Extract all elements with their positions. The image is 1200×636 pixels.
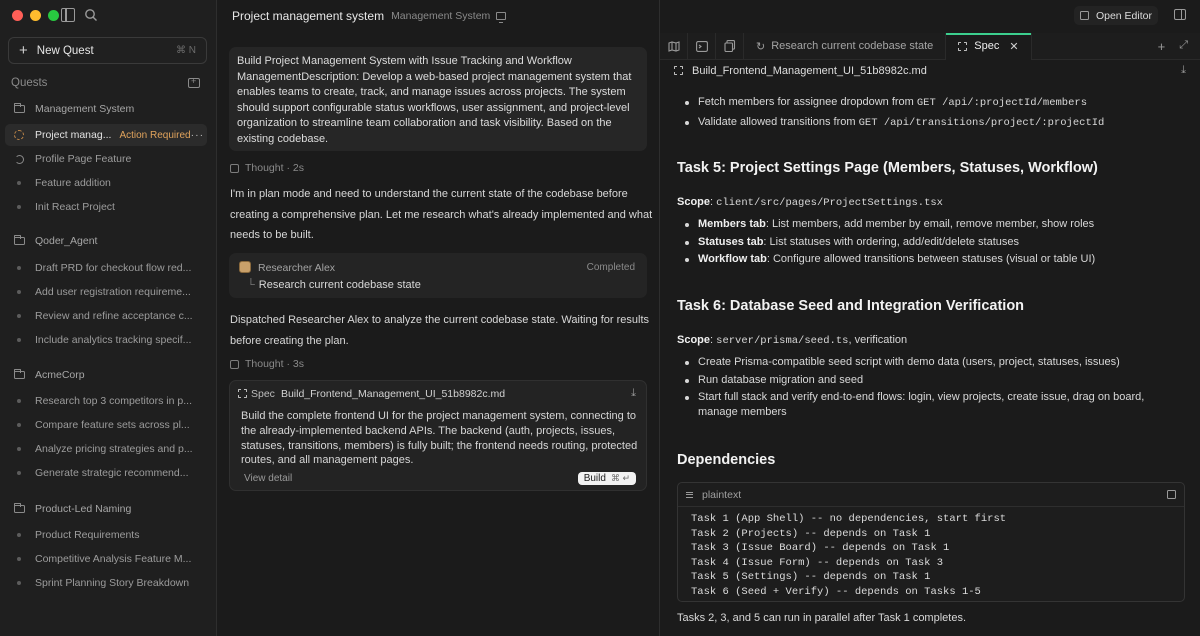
quests-heading: Quests (11, 77, 48, 89)
download-icon[interactable]: ⤓ (1181, 64, 1186, 76)
spec-document (677, 80, 1186, 636)
spec-tag: Spec (251, 387, 275, 400)
scope-rest: , verification (848, 334, 908, 346)
view-detail-link[interactable]: View detail (244, 473, 293, 484)
sidebar-item-icon (13, 557, 25, 561)
sidebar-item-icon (13, 290, 25, 294)
sidebar-item-icon (13, 266, 25, 270)
agent-task-label: Research current codebase state (258, 279, 421, 291)
task6-scope: Scope: server/prisma/seed.ts, verification (677, 334, 908, 347)
sidebar-item-icon (13, 581, 25, 585)
window-controls (12, 10, 59, 21)
sidebar-item-label: Compare feature sets across pl... (35, 419, 190, 431)
task5-scope: Scope: client/src/pages/ProjectSettings.tsx (677, 196, 943, 209)
sidebar-item-label: Product Requirements (35, 529, 140, 541)
spec-summary: Build the complete frontend UI for the project management system, connecting to the already-implemented backend APIs. The backend (auth, projects, issues, statuses, transitions, members) is fully built; the frontend needs routing, protected routes, and all management pages. (241, 410, 638, 467)
thought-indicator[interactable] (230, 162, 304, 174)
sidebar-item-icon (13, 105, 25, 113)
add-tab-icon[interactable]: + (1157, 38, 1166, 54)
assistant-message: I'm in plan mode and need to understand the current state of the codebase before creating a comprehensive plan. Let me research what's already implemented and what needs to be built. (230, 188, 653, 241)
sidebar-item-label: Review and refine acceptance c... (35, 310, 193, 322)
zoom-window-button[interactable] (48, 10, 59, 21)
list-item (677, 95, 1104, 111)
editor-icon (1080, 11, 1089, 20)
spec-icon (674, 66, 683, 75)
map-icon[interactable] (660, 33, 688, 60)
sidebar-item[interactable] (5, 257, 207, 279)
thought-icon (230, 164, 239, 173)
sidebar-item-label: Add user registration requireme... (35, 286, 191, 298)
sidebar-item[interactable] (5, 329, 207, 351)
folder-icon (14, 505, 25, 513)
thought-icon (230, 360, 239, 369)
folder-icon (14, 371, 25, 379)
new-quest-label: New Quest (36, 44, 94, 57)
sidebar-item-label: AcmeCorp (35, 369, 85, 381)
status-dot-icon (17, 266, 21, 270)
status-dot-icon (17, 399, 21, 403)
sidebar-item[interactable] (5, 196, 207, 218)
agent-task (247, 279, 421, 291)
bullet-bold: Members tab (698, 218, 766, 230)
code-line: Task 3 (Issue Board) -- depends on Task 1 (691, 542, 950, 554)
bullet-bold: Workflow tab (698, 253, 767, 265)
user-prompt: Build Project Management System with Issue Tracking and Workflow ManagementDescription: Develop a web-based project management system that enables teams to create, track, and manage issues across projects. The system should support configurable status workflows, user assignment, and project-level organization to streamline team collaboration and task visibility. Based on the existing codebase. (229, 47, 647, 151)
spec-icon (958, 42, 967, 51)
code-block-header (678, 483, 1184, 507)
list-item: Run database migration and seed (677, 373, 1167, 388)
thought-label: Thought · 2s (245, 162, 304, 174)
spec-pane (660, 0, 1200, 636)
sidebar-item[interactable] (5, 281, 207, 303)
plus-icon: + (19, 42, 28, 59)
tab-actions (1158, 39, 1200, 54)
sidebar-item-icon (13, 130, 25, 140)
expand-icon[interactable]: ⤢ (1179, 38, 1188, 51)
status-dot-icon (17, 181, 21, 185)
sidebar-item[interactable] (5, 462, 207, 484)
sidebar-item-icon (13, 338, 25, 342)
tab-research-label: Research current codebase state (771, 40, 934, 52)
chat-panel (217, 0, 660, 636)
minimize-window-button[interactable] (30, 10, 41, 21)
close-tab-icon[interactable]: ✕ (1009, 40, 1019, 53)
copy-pages-icon[interactable] (716, 33, 744, 60)
bullet-text: : Configure allowed transitions between statuses (visual or table UI) (766, 253, 1096, 265)
sidebar-item-icon (13, 371, 25, 379)
more-options-icon[interactable]: ··· (190, 129, 205, 141)
status-dot-icon (17, 533, 21, 537)
file-header (674, 64, 1186, 77)
file-name: Build_Frontend_Management_UI_51b8982c.md (692, 64, 927, 77)
task6-bullets (677, 355, 1167, 419)
text-lines-icon (686, 492, 693, 498)
bullet-text: Fetch members for assignee dropdown from (698, 96, 917, 108)
agent-status: Completed (586, 262, 635, 273)
new-quest-shortcut: ⌘ N (176, 45, 196, 56)
tab-spec[interactable] (946, 33, 1031, 60)
inline-code: client/src/pages/ProjectSettings.tsx (716, 197, 943, 209)
sidebar (0, 0, 217, 636)
task5-bullets (677, 217, 1095, 267)
loading-icon (14, 130, 24, 140)
inline-code: GET /api/transitions/project/:projectId (858, 116, 1105, 129)
tab-spec-label: Spec (974, 40, 1000, 52)
dependencies-heading: Dependencies (677, 452, 776, 468)
list-item: Create Prisma-compatible seed script with demo data (users, project, statuses, issues) (677, 355, 1167, 370)
spec-card-header (238, 387, 636, 400)
sidebar-item-label: Product-Led Naming (35, 503, 132, 515)
sidebar-item-icon (13, 471, 25, 475)
bullet-text: : List statuses with ordering, add/edit/delete statuses (763, 235, 1020, 248)
sidebar-item-icon (13, 505, 25, 513)
sidebar-item-label: Research top 3 competitors in p... (35, 395, 192, 407)
sidebar-item-icon (13, 181, 25, 185)
bullet-text: Validate allowed transitions from (698, 115, 859, 128)
sidebar-item-icon (13, 155, 25, 164)
top-bullets (677, 95, 1104, 130)
scope-label: Scope (677, 334, 711, 346)
sidebar-item[interactable] (5, 305, 207, 327)
sidebar-toggle-icon[interactable] (61, 8, 75, 22)
sidebar-item[interactable] (5, 524, 207, 546)
sidebar-item[interactable] (5, 148, 207, 170)
copy-icon[interactable] (1167, 490, 1176, 499)
status-dot-icon (17, 290, 21, 294)
sidebar-item[interactable] (5, 438, 207, 460)
status-dot-icon (17, 338, 21, 342)
sidebar-item[interactable] (5, 172, 207, 194)
code-language: plaintext (702, 488, 742, 501)
sidebar-item-label: Management System (35, 103, 135, 115)
tab-research[interactable] (744, 33, 946, 60)
sidebar-item[interactable] (5, 572, 207, 594)
task5-heading: Task 5: Project Settings Page (Members, Statuses, Workflow) (677, 160, 1098, 176)
scope-label: Scope (677, 196, 711, 208)
thought-label: Thought · 3s (245, 358, 304, 370)
build-button[interactable] (578, 472, 636, 485)
status-dot-icon (17, 205, 21, 209)
pane-tabs (660, 33, 1200, 60)
code-line: Task 4 (Issue Form) -- depends on Task 3 (691, 556, 944, 569)
spec-file-name: Build_Frontend_Management_UI_51b8982c.md (280, 387, 506, 400)
monitor-icon[interactable] (496, 12, 506, 20)
sidebar-item-icon (13, 205, 25, 209)
code-line: Task 5 (Settings) -- depends on Task 1 (691, 571, 931, 583)
sidebar-item-icon (13, 423, 25, 427)
task6-heading: Task 6: Database Seed and Integration Verification (677, 298, 1025, 314)
assistant-message: Dispatched Researcher Alex to analyze the current codebase state. Waiting for results before creating the plan. (230, 314, 650, 347)
search-icon[interactable] (84, 8, 98, 22)
tree-elbow-icon: └ (247, 279, 255, 291)
sidebar-item-label: Profile Page Feature (35, 153, 132, 165)
page-title: Project management system (232, 9, 385, 23)
list-item (677, 115, 1104, 131)
code-line: Task 6 (Seed + Verify) -- depends on Tasks 1-5 (691, 585, 981, 598)
terminal-icon[interactable] (688, 33, 716, 60)
status-badge: Action Required (119, 129, 191, 141)
status-dot-icon (17, 557, 21, 561)
status-dot-icon (17, 423, 21, 427)
subagent-card[interactable] (229, 253, 647, 298)
sidebar-group[interactable] (5, 364, 207, 386)
sidebar-group[interactable] (5, 98, 207, 120)
sidebar-item-label: Sprint Planning Story Breakdown (35, 577, 190, 589)
in-progress-icon (15, 155, 24, 164)
list-item: Start full stack and verify end-to-end flows: login, view projects, create issue, drag on board, manage members (677, 390, 1167, 419)
footer-note: Tasks 2, 3, and 5 can run in parallel after Task 1 completes. (677, 612, 967, 624)
status-dot-icon (17, 471, 21, 475)
refresh-icon: ↻ (756, 40, 766, 53)
quests-header (11, 77, 200, 89)
inline-code: GET /api/:projectId/members (916, 97, 1088, 109)
sidebar-group[interactable] (5, 498, 207, 520)
list-item (677, 217, 1095, 232)
new-folder-icon[interactable] (188, 78, 200, 88)
chat-header (232, 9, 506, 23)
build-label: Build (583, 473, 606, 484)
bullet-text: : List members, add member by email, remove member, show roles (765, 218, 1095, 230)
open-editor-label: Open Editor (1095, 9, 1152, 22)
agent-name: Researcher Alex (258, 262, 336, 274)
sidebar-item[interactable] (5, 390, 207, 412)
sidebar-item-label: Generate strategic recommend... (35, 467, 189, 479)
build-shortcut: ⌘ ↵ (610, 473, 630, 483)
sidebar-item[interactable] (5, 414, 207, 436)
close-window-button[interactable] (12, 10, 23, 21)
status-dot-icon (17, 314, 21, 318)
code-line: Task 1 (App Shell) -- no dependencies, start first (691, 513, 1007, 525)
sidebar-item-label: Init React Project (35, 201, 115, 213)
sidebar-item-label: Qoder_Agent (35, 235, 98, 247)
download-icon[interactable]: ⤓ (631, 387, 636, 399)
sidebar-item[interactable] (5, 548, 207, 570)
sidebar-item[interactable] (5, 124, 207, 146)
sidebar-item-icon (13, 237, 25, 245)
sidebar-group[interactable] (5, 230, 207, 252)
new-quest-button[interactable] (8, 37, 207, 64)
sidebar-item-icon (13, 447, 25, 451)
sidebar-item-label: Feature addition (35, 177, 111, 189)
code-content (678, 507, 1184, 604)
folder-icon (14, 237, 25, 245)
sidebar-item-label: Competitive Analysis Feature M... (35, 553, 192, 565)
sidebar-item-label: Project manag... (35, 129, 112, 141)
status-dot-icon (17, 581, 21, 585)
thought-indicator[interactable] (230, 358, 304, 370)
sidebar-item-icon (13, 314, 25, 318)
sidebar-item-label: Draft PRD for checkout flow red... (35, 262, 192, 274)
status-dot-icon (17, 447, 21, 451)
sidebar-item-icon (13, 533, 25, 537)
sidebar-item-label: Analyze pricing strategies and p... (35, 443, 193, 455)
folder-icon (14, 105, 25, 113)
code-line: Task 2 (Projects) -- depends on Task 1 (691, 527, 931, 540)
open-editor-button[interactable] (1074, 6, 1158, 25)
panel-toggle-icon[interactable] (1174, 9, 1186, 20)
spec-card (229, 380, 647, 491)
code-block (677, 482, 1185, 602)
sidebar-item-label: Include analytics tracking specif... (35, 334, 192, 346)
agent-avatar (239, 261, 251, 273)
page-subtitle: Management System (391, 10, 491, 22)
list-item (677, 235, 1095, 250)
spec-icon (238, 389, 247, 398)
list-item (677, 252, 1095, 267)
inline-code: server/prisma/seed.ts (716, 335, 849, 347)
bullet-bold: Statuses tab (698, 235, 764, 248)
sidebar-item-icon (13, 399, 25, 403)
